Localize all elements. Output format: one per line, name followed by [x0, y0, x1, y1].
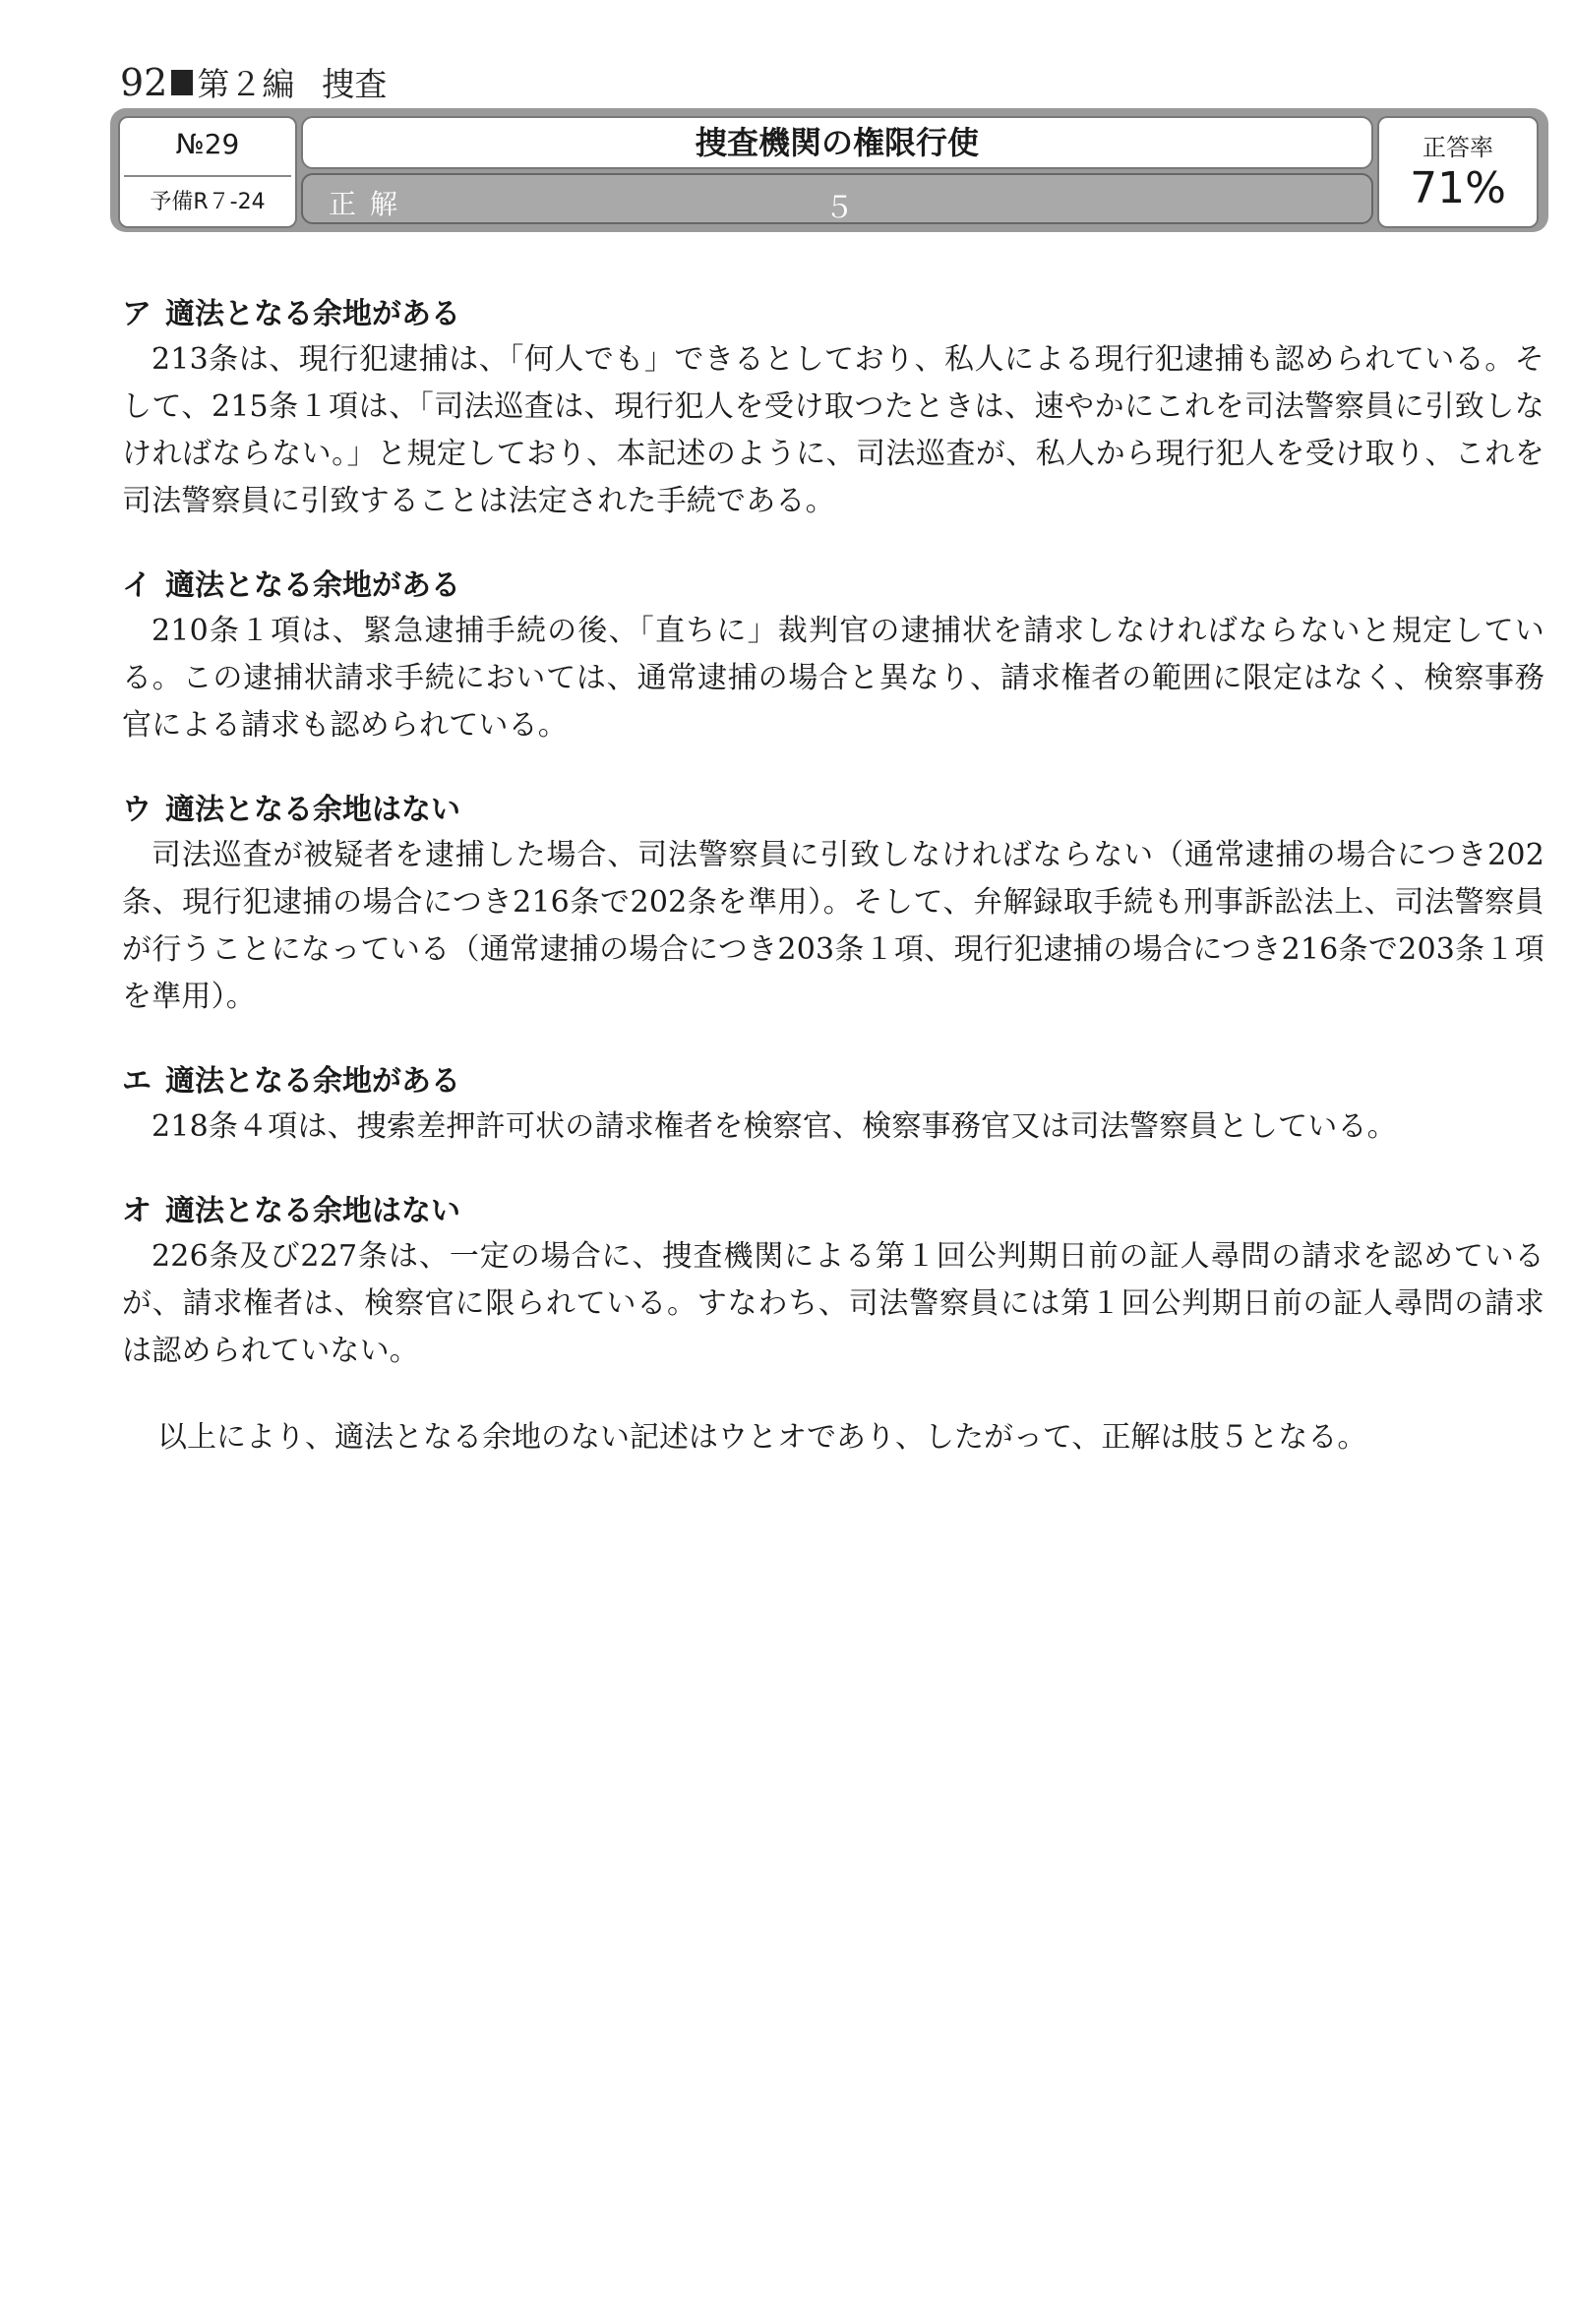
- page-number: 92: [120, 60, 168, 104]
- section-verdict: 適法となる余地がある: [165, 1064, 460, 1099]
- section-mark: イ: [122, 568, 151, 603]
- section-text: 210条１項は、緊急逮捕手続の後、「直ちに」裁判官の逮捕状を請求しなければならないと規定している。この逮捕状請求手続においては、通常逮捕の場合と異なり、請求権者の範囲に限定はなく、検察事務官による請求も認められている。: [122, 614, 1544, 743]
- section-u: [122, 789, 1544, 1021]
- section-verdict: 適法となる余地はない: [165, 793, 460, 827]
- section-mark: ウ: [122, 793, 151, 827]
- square-mark-icon: [171, 70, 193, 95]
- section-mark: エ: [122, 1064, 151, 1099]
- question-title: 捜査機関の権限行使: [301, 116, 1373, 169]
- section-text: 司法巡査が被疑者を逮捕した場合、司法警察員に引致しなければならない（通常逮捕の場合につき202条、現行犯逮捕の場合につき216条で202条を準用）。そして、弁解録取手続も刑事訴訟法上、司法警察員が行うことになっている（通常逮捕の場合につき203条１項、現行犯逮捕の場合につき216条で203条１項を準用）。: [122, 838, 1544, 1014]
- conclusion: 以上により、適法となる余地のない記述はウとオであり、したがって、正解は肢５となる。: [157, 1420, 1367, 1455]
- section-e: [122, 1060, 1544, 1151]
- question-header: [110, 108, 1548, 232]
- running-head: [120, 59, 387, 105]
- section-verdict: 適法となる余地がある: [165, 297, 460, 331]
- correct-rate-box: [1377, 116, 1539, 228]
- answer-value: ５: [824, 191, 854, 225]
- section-a: [122, 293, 1544, 525]
- section-heading: [122, 293, 1544, 336]
- question-number: №29: [175, 128, 240, 160]
- section-label: 捜査: [322, 65, 388, 103]
- section-heading: [122, 1190, 1544, 1233]
- section-mark: ア: [122, 297, 151, 331]
- section-text: 218条４項は、捜索差押許可状の請求権者を検察官、検察事務官又は司法警察員としている。: [151, 1109, 1397, 1144]
- answer-label: 正解: [329, 188, 412, 220]
- correct-rate-value: 71%: [1410, 163, 1506, 213]
- question-number-box: [118, 116, 297, 228]
- explanation-body: [122, 293, 1544, 1461]
- section-heading: [122, 1060, 1544, 1103]
- section-verdict: 適法となる余地はない: [165, 1194, 460, 1228]
- divider: [124, 175, 291, 177]
- section-mark: オ: [122, 1194, 151, 1228]
- correct-rate-label: 正答率: [1423, 134, 1493, 161]
- section-i: [122, 565, 1544, 749]
- answer-bar: [301, 173, 1373, 224]
- section-text: 213条は、現行犯逮捕は、「何人でも」できるとしており、私人による現行犯逮捕も認められている。そして、215条１項は、「司法巡査は、現行犯人を受け取つたときは、速やかにこれを司法警察員に引致しなければならない。」と規定しており、本記述のように、司法巡査が、私人から現行犯人を受け取り、これを司法警察員に引致することは法定された手続である。: [122, 342, 1544, 518]
- section-text: 226条及び227条は、一定の場合に、捜査機関による第１回公判期日前の証人尋問の請求を認めているが、請求権者は、検察官に限られている。すなわち、司法警察員には第１回公判期日前の証人尋問の請求は認められていない。: [122, 1239, 1544, 1368]
- section-heading: [122, 565, 1544, 608]
- section-verdict: 適法となる余地がある: [165, 568, 460, 603]
- question-source: 予備R７-24: [150, 190, 266, 214]
- section-heading: [122, 789, 1544, 832]
- section-o: [122, 1190, 1544, 1375]
- part-label: 第２編: [197, 65, 295, 103]
